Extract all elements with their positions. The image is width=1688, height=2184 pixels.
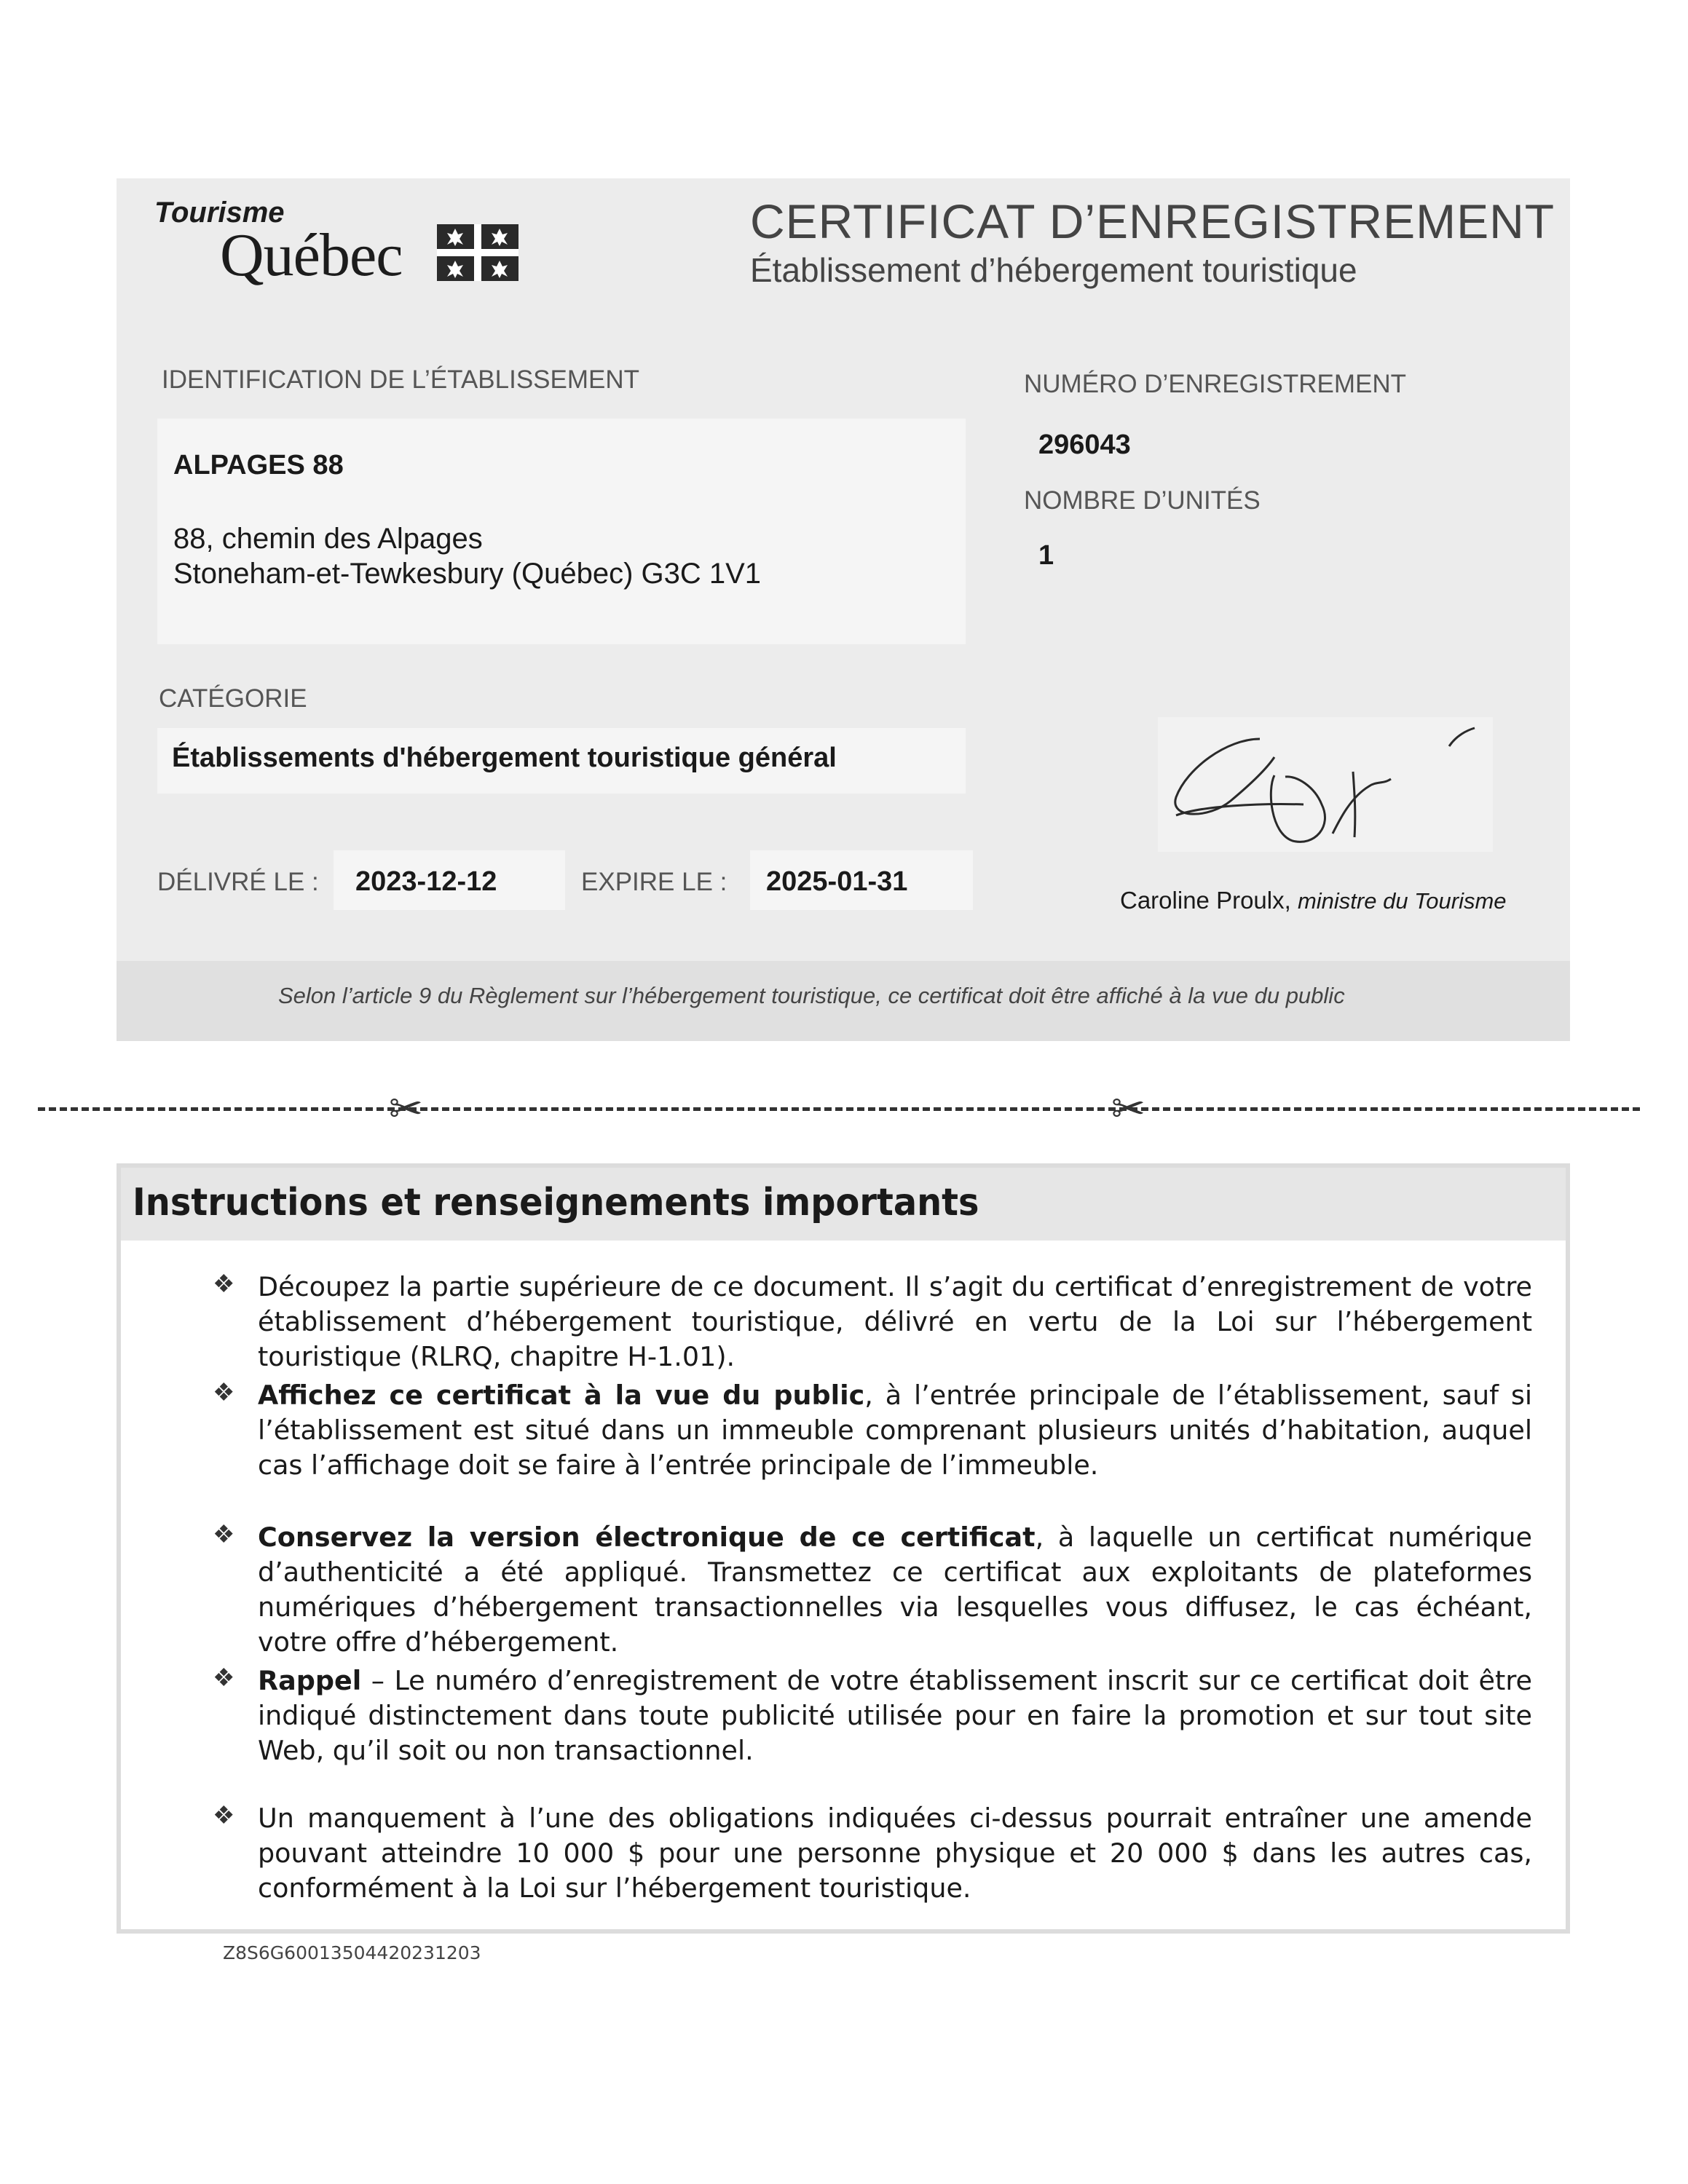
- units-label: NOMBRE D’UNITÉS: [1024, 486, 1261, 515]
- scissors-icon: ✂: [1111, 1085, 1145, 1131]
- certificate-title: CERTIFICAT D’ENREGISTREMENT: [750, 194, 1555, 248]
- instruction-item-3: [258, 1520, 1532, 1660]
- instruction-2-bold: Affichez ce certificat à la vue du public: [258, 1380, 865, 1411]
- instruction-4-bold: Rappel: [258, 1665, 362, 1696]
- instruction-5-text: Un manquement à l’une des obligations indiquées ci-dessus pourrait entraîner une amende pouvant atteindre 10 000 $ pour une personne physique et 20 000 $ dans les autres cas, conformément à la Loi sur l’hébergement touristique.: [258, 1803, 1532, 1904]
- certificate-subtitle: Établissement d’hébergement touristique: [750, 251, 1357, 289]
- category-value: Établissements d'hébergement touristique général: [172, 743, 837, 773]
- minister-name: Caroline Proulx,: [1120, 887, 1291, 914]
- cut-line: [38, 1107, 1640, 1111]
- scissors-icon: ✂: [389, 1085, 423, 1131]
- instruction-4-text: – Le numéro d’enregistrement de votre établissement inscrit sur ce certificat doit être indiqué distinctement dans toute publicité utilisée pour en faire la promotion et sur tout site Web, qu’il soit ou non transactionnel.: [258, 1665, 1532, 1766]
- display-notice: Selon l’article 9 du Règlement sur l’hébergement touristique, ce certificat doit être affiché à la vue du public: [278, 983, 1345, 1008]
- instruction-1-text: Découpez la partie supérieure de ce document. Il s’agit du certificat d’enregistrement de votre établissement d’hébergement touristique, délivré en vertu de la Loi sur l’hébergement touristique (RLRQ, chapitre H-1.01).: [258, 1271, 1532, 1372]
- minister-signature-caption: [1120, 887, 1507, 914]
- four-diamond-bullet-icon: ❖: [213, 1664, 235, 1692]
- instruction-2-text: , à l’entrée principale de l’établissement, sauf si l’établissement est situé dans un immeuble comprenant plusieurs unités d’habitation, auquel cas l’affichage doit se faire à l’entrée principale de l’immeuble.: [258, 1380, 1532, 1481]
- instruction-item-2: [258, 1378, 1532, 1483]
- registration-label: NUMÉRO D’ENREGISTREMENT: [1024, 370, 1407, 398]
- instruction-item-4: [258, 1663, 1532, 1768]
- instruction-item-1: [258, 1270, 1532, 1374]
- registration-number: 296043: [1038, 430, 1131, 460]
- minister-title: ministre du Tourisme: [1297, 888, 1507, 914]
- expires-date: 2025-01-31: [766, 866, 908, 897]
- establishment-name: ALPAGES 88: [173, 450, 344, 480]
- four-diamond-bullet-icon: ❖: [213, 1521, 235, 1548]
- address-line-2: Stoneham-et-Tewkesbury (Québec) G3C 1V1: [173, 558, 762, 590]
- four-diamond-bullet-icon: ❖: [213, 1270, 235, 1298]
- units-value: 1: [1038, 540, 1054, 571]
- issued-label: DÉLIVRÉ LE :: [157, 868, 319, 896]
- instructions-title: Instructions et renseignements importants: [133, 1181, 979, 1224]
- instruction-3-text: , à laquelle un certificat numérique d’authenticité a été appliqué. Transmettez ce certificat aux exploitants de plateformes numériques d’hébergement transactionnelles via lesquelles vous diffusez, le cas échéant, votre offre d’hébergement.: [258, 1522, 1532, 1658]
- issued-date: 2023-12-12: [355, 866, 497, 897]
- logo-tourisme-text: Tourisme: [154, 197, 285, 229]
- instruction-3-bold: Conservez la version électronique de ce certificat: [258, 1522, 1036, 1553]
- identification-label: IDENTIFICATION DE L’ÉTABLISSEMENT: [162, 365, 640, 394]
- four-diamond-bullet-icon: ❖: [213, 1379, 235, 1406]
- logo-quebec-text: Québec: [220, 221, 403, 289]
- signature-icon: [1158, 724, 1493, 855]
- four-diamond-bullet-icon: ❖: [213, 1802, 235, 1829]
- expires-label: EXPIRE LE :: [581, 868, 727, 896]
- instruction-item-5: [258, 1801, 1532, 1906]
- document-code: Z8S6G60013504420231203: [223, 1942, 481, 1963]
- category-label: CATÉGORIE: [159, 684, 307, 713]
- quebec-flag-icon: [437, 224, 518, 281]
- address-line-1: 88, chemin des Alpages: [173, 523, 483, 555]
